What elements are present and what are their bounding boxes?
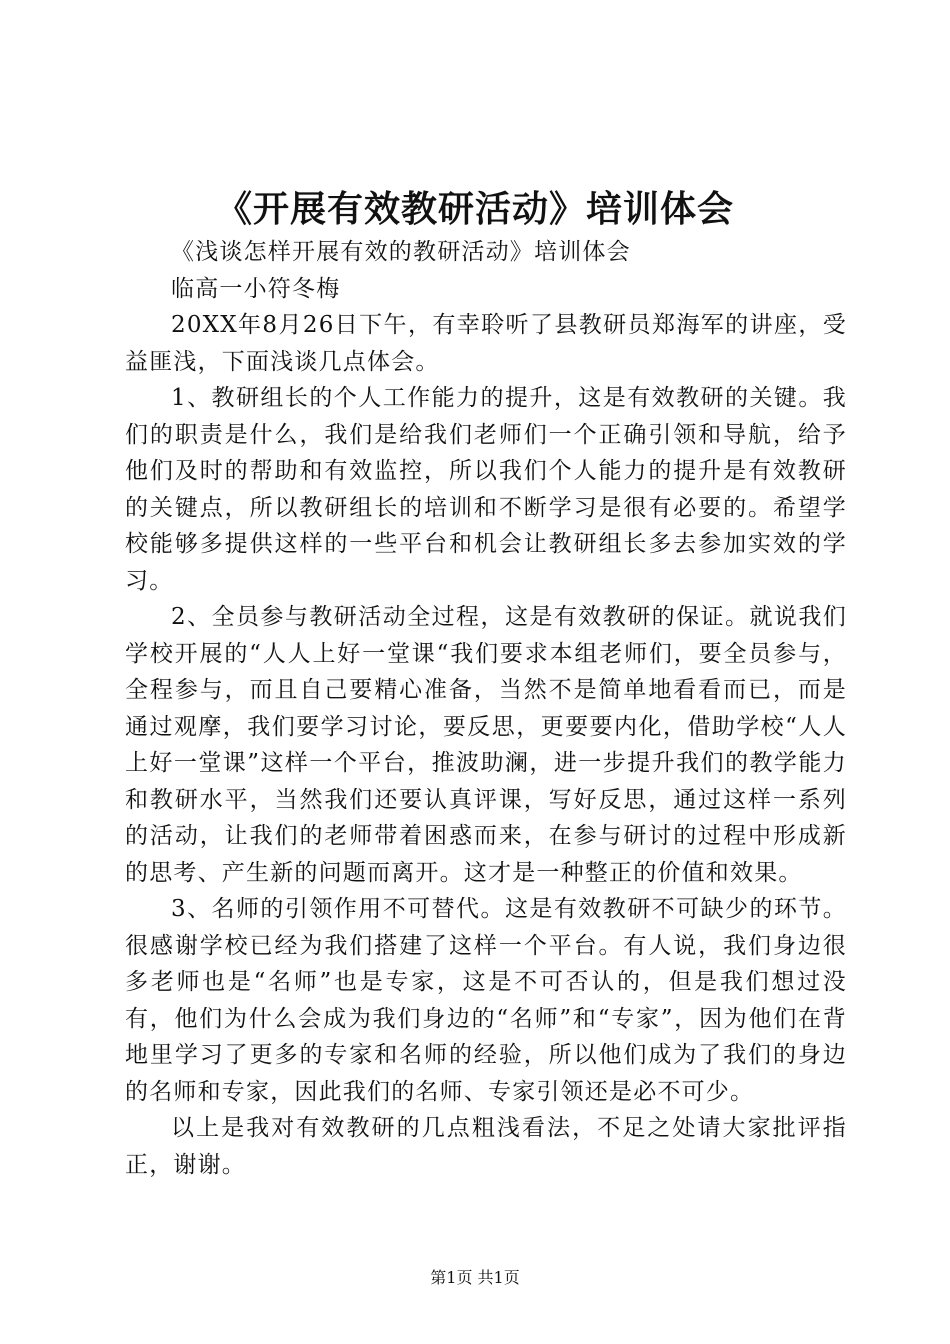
subtitle-paragraph: 《浅谈怎样开展有效的教研活动》培训体会 <box>171 239 631 265</box>
document-body <box>125 234 847 1183</box>
point-1-paragraph: 1、教研组长的个人工作能力的提升，这是有效教研的关键。我们的职责是什么，我们是给我们老师们一个正确引领和导航，给予他们及时的帮助和有效监控，所以我们个人能力的提升是有效教研的关键点，所以教研组长的培训和不断学习是很有必要的。希望学校能够多提供这样的一些平台和机会让教研组长多去参加实效的学习。 <box>125 385 847 594</box>
page-footer: 第1页 共1页 <box>430 1268 520 1287</box>
closing-paragraph: 以上是我对有效教研的几点粗浅看法，不足之处请大家批评指正，谢谢。 <box>125 1115 847 1178</box>
document-title: 《开展有效教研活动》培训体会 <box>215 188 734 230</box>
intro-paragraph: 20XX年8月26日下午，有幸聆听了县教研员郑海军的讲座，受益匪浅，下面浅谈几点体会。 <box>125 312 847 375</box>
point-2-paragraph: 2、全员参与教研活动全过程，这是有效教研的保证。就说我们学校开展的“人人上好一堂课“我们要求本组老师们，要全员参与，全程参与，而且自己要精心准备，当然不是简单地看看而已，而是通过观摩，我们要学习讨论，要反思，更要要内化，借助学校“人人上好一堂课”这样一个平台，推波助澜，进一步提升我们的教学能力和教研水平，当然我们还要认真评课，写好反思，通过这样一系列的活动，让我们的老师带着困惑而来，在参与研讨的过程中形成新的思考、产生新的问题而离开。这才是一种整正的价值和效果。 <box>125 604 847 886</box>
author-paragraph: 临高一小符冬梅 <box>171 275 341 302</box>
point-3-paragraph: 3、名师的引领作用不可替代。这是有效教研不可缺少的环节。很感谢学校已经为我们搭建了这样一个平台。有人说，我们身边很多老师也是“名师”也是专家，这是不可否认的，但是我们想过没有，他们为什么会成为我们身边的“名师”和“专家”，因为他们在背地里学习了更多的专家和名师的经验，所以他们成为了我们的身边的名师和专家，因此我们的名师、专家引领还是必不可少。 <box>125 896 847 1105</box>
